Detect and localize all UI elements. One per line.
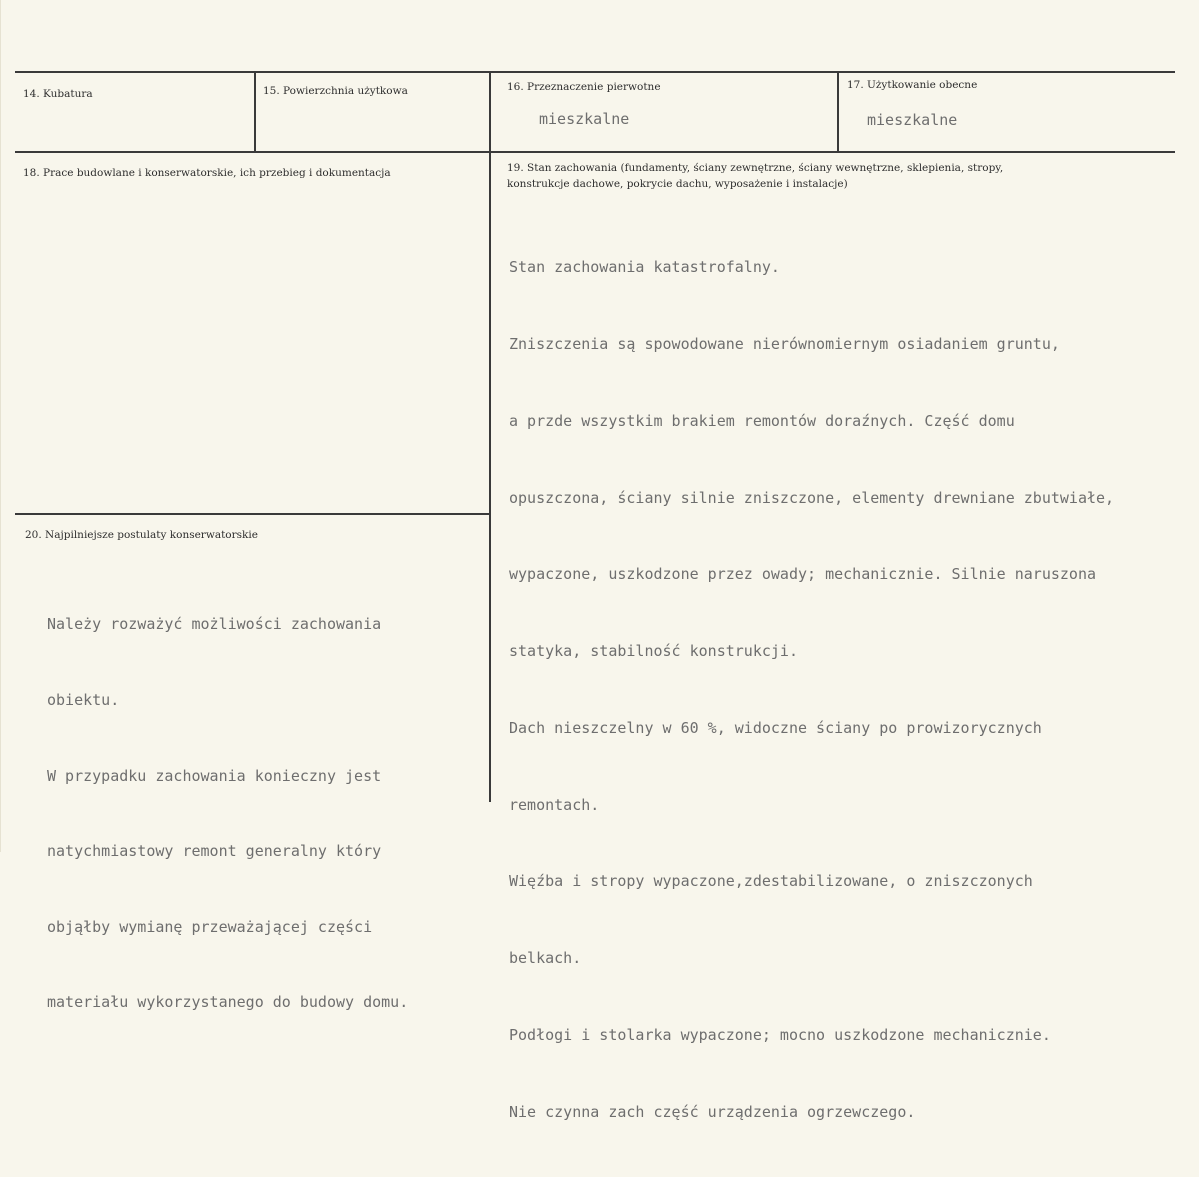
col-divider-2 [489,73,491,802]
field-20-line: materiału wykorzystanego do budowy domu. [47,993,409,1012]
field-19-line: a przde wszystkim brakiem remontów doraźnych. Część domu [509,411,1015,430]
field-15-label: 15. Powierzchnia użytkowa [263,85,408,97]
field-19-line: Nie czynna zach część urządzenia ogrzewczego. [509,1102,916,1121]
field-19-line: Więźba i stropy wypaczone,zdestabilizowane, o zniszczonych [509,872,1033,891]
field-19-label-line1: 19. Stan zachowania (fundamenty, ściany zewnętrzne, ściany wewnętrzne, sklepienia, stropy, [507,162,1004,174]
field-20-line: Należy rozważyć możliwości zachowania [47,615,382,634]
field-19-line: belkach. [509,949,582,968]
top-rule [15,71,1175,73]
field-19-line: opuszczona, ściany silnie zniszczone, elementy drewniane zbutwiałe, [509,488,1115,507]
field-20-line: W przypadku zachowania konieczny jest [47,766,382,785]
field-20-text [47,562,408,1066]
field-19-line: Podłogi i stolarka wypaczone; mocno uszkodzone mechanicznie. [509,1026,1051,1044]
field-19-line: Stan zachowania katastrofalny. [509,258,780,277]
field-19-label-line2: konstrukcje dachowe, pokrycie dachu, wyposażenie i instalacje) [507,178,848,190]
field-20-line: objąłby wymianę przeważającej części [47,917,373,936]
col-divider-3 [837,73,839,152]
field-19-line: Dach nieszczelny w 60 %, widoczne ściany po prowizorycznych [509,718,1042,737]
field-14-label: 14. Kubatura [23,88,93,100]
field-16-label: 16. Przeznaczenie pierwotne [507,81,661,93]
field-19-line: wypaczone, uszkodzone przez owady; mechanicznie. Silnie naruszona [509,565,1096,584]
field-19-line: Zniszczenia są spowodowane nierównomiernym osiadaniem gruntu, [509,334,1060,353]
field-19-line: remontach. [509,795,600,814]
field-20-label: 20. Najpilniejsze postulaty konserwatorskie [25,529,258,541]
field-18-label: 18. Prace budowlane i konserwatorskie, ich przebieg i dokumentacja [23,167,391,179]
field-19-line: statyka, stabilność konstrukcji. [509,642,798,661]
field-17-label: 17. Użytkowanie obecne [847,79,978,91]
field-20-line: natychmiastowy remont generalny który [47,842,382,861]
row-divider [15,151,1175,153]
field-16-value: mieszkalne [539,110,630,128]
field-17-value: mieszkalne [867,111,958,129]
section-divider [15,513,490,515]
field-20-line: obiektu. [47,691,120,710]
field-19-text [509,204,1114,1177]
col-divider-1 [254,73,256,152]
